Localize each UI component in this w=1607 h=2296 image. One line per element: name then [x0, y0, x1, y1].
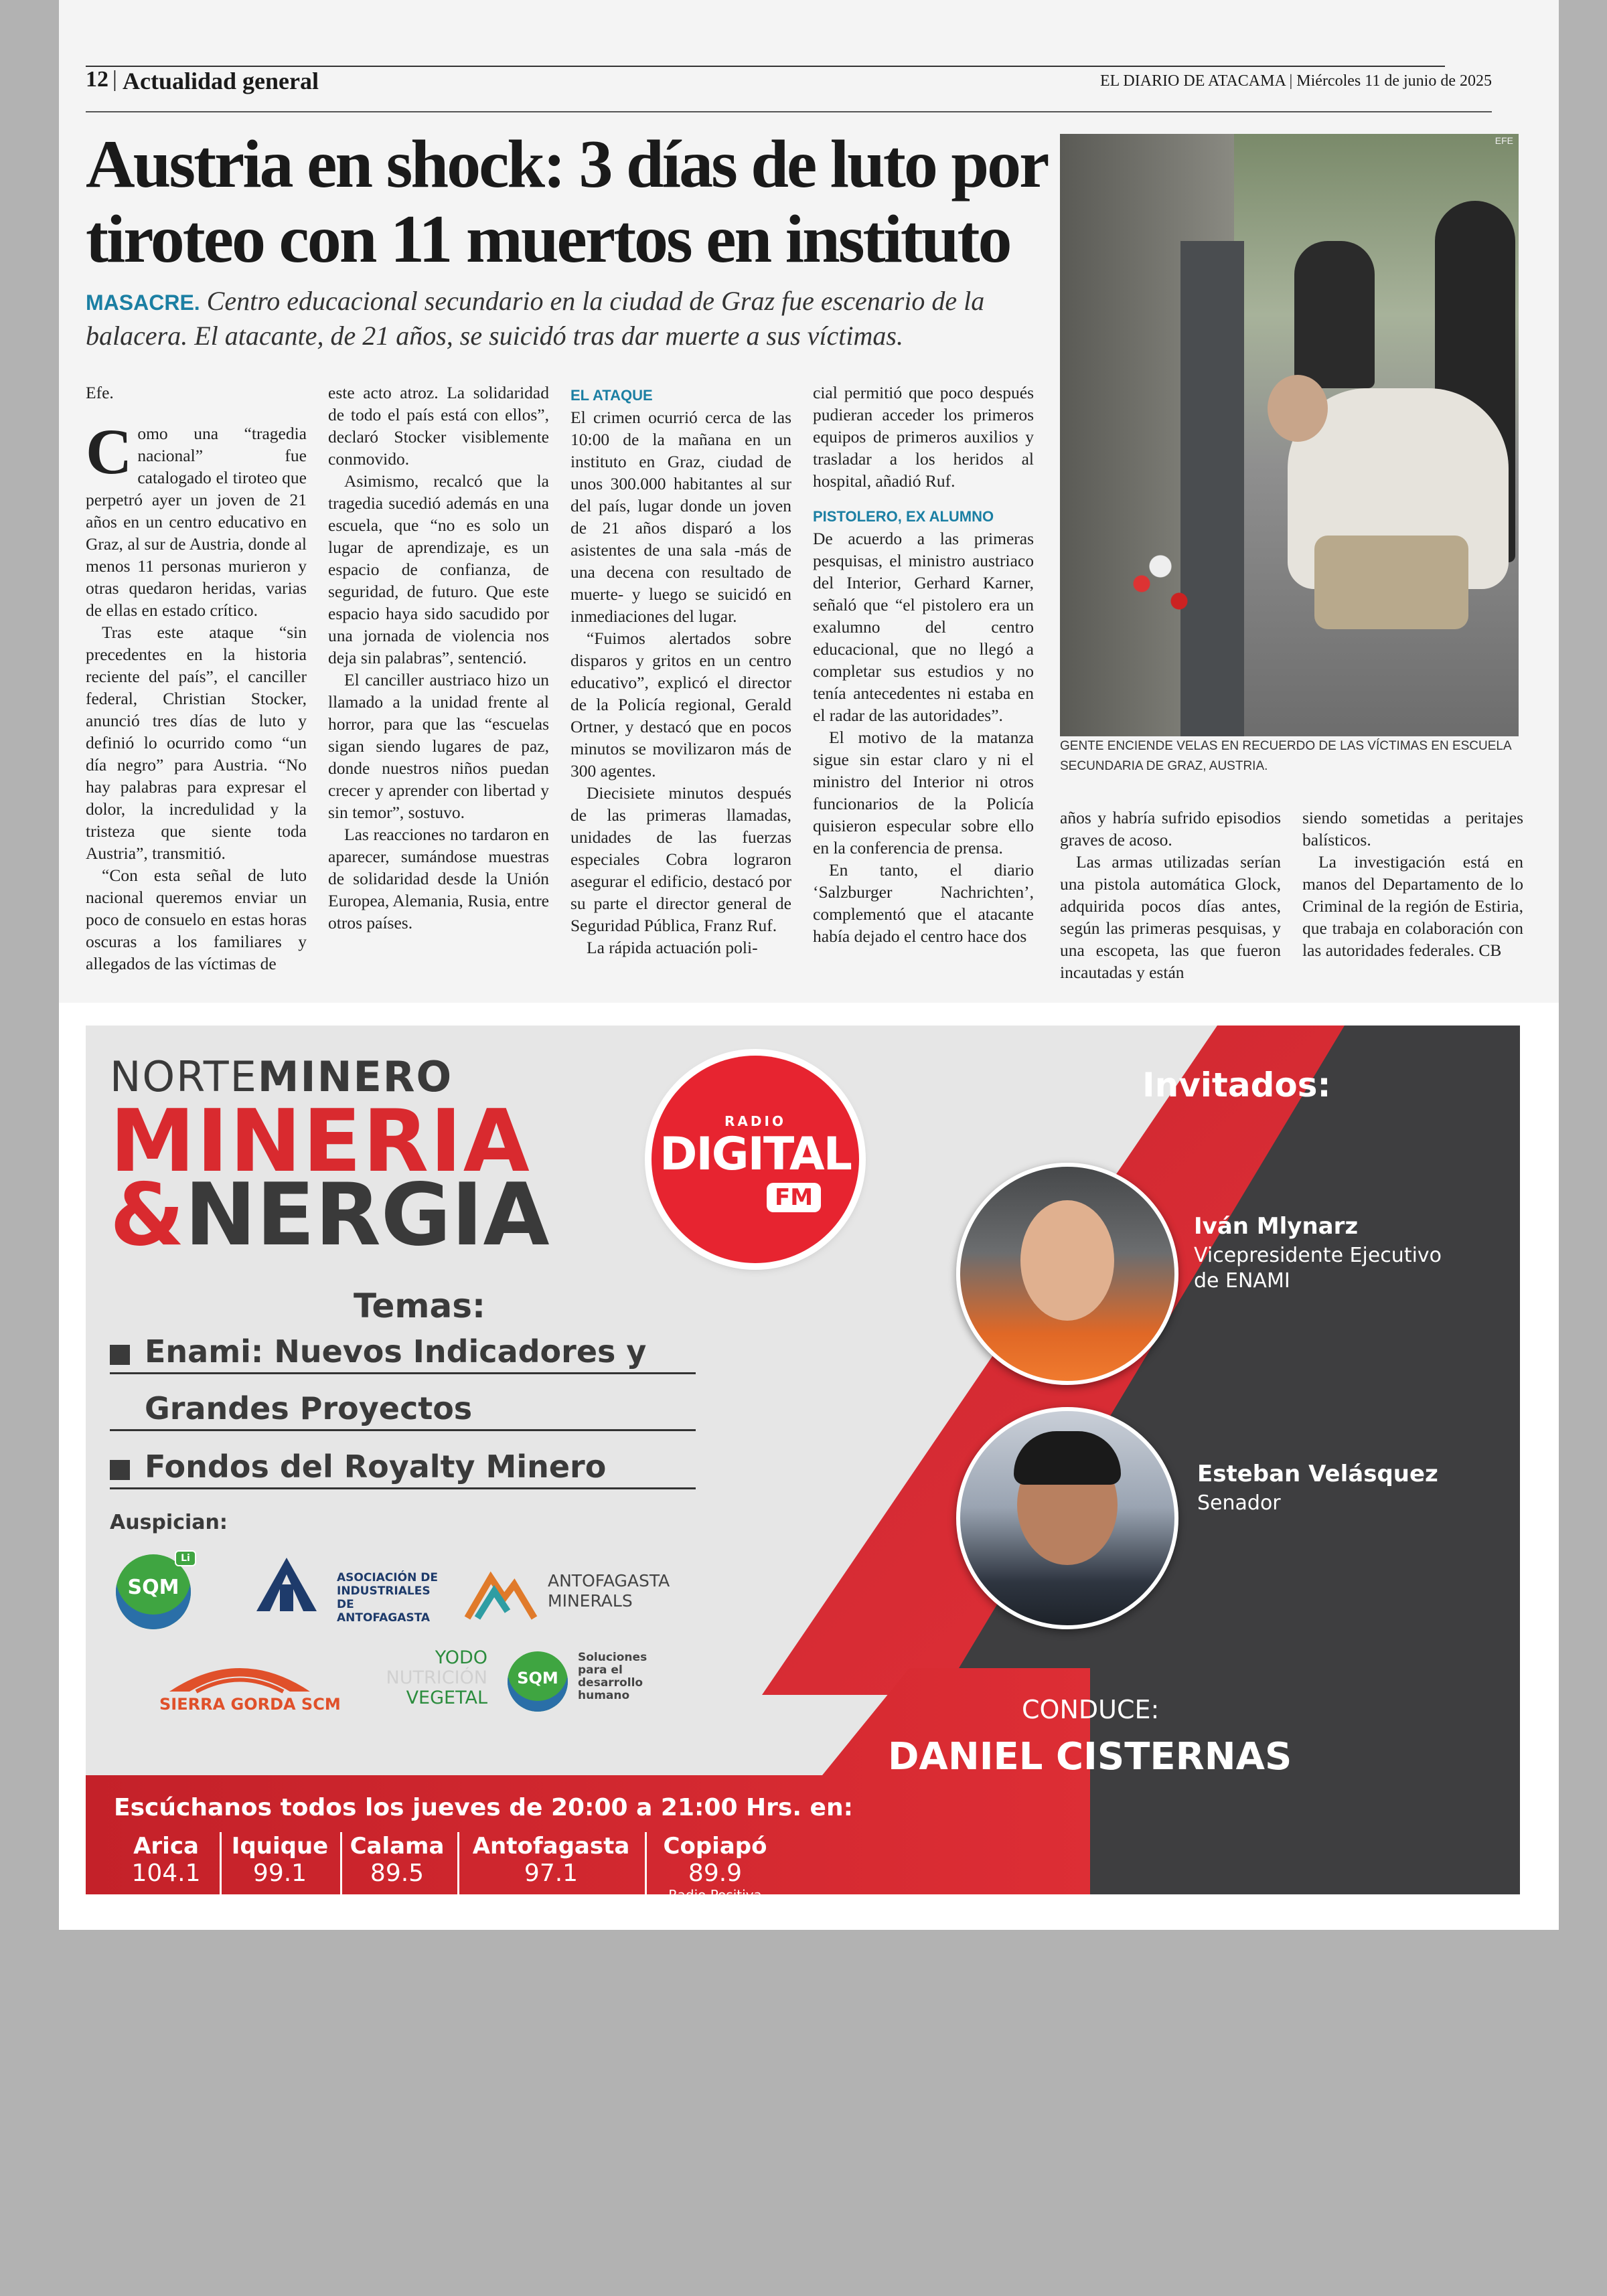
paragraph: La rápida actuación poli- — [587, 938, 758, 957]
photo-head — [1268, 375, 1328, 442]
headline-line-1: Austria en shock: 3 días de luto por — [86, 127, 1048, 202]
guest-name: Esteban Velásquez — [1197, 1461, 1438, 1487]
brand-bold: MINERO — [257, 1052, 453, 1101]
paragraph: “Con esta señal de luto nacional queremos enviar un poco de consuelo en estas horas oscuras a los familiares y allegados de las víctimas de — [86, 866, 307, 973]
logo-radio-text: RADIO — [724, 1113, 786, 1129]
radio-digital-logo — [652, 1056, 859, 1263]
kicker: MASACRE. — [86, 291, 200, 315]
city-name: Iquique — [231, 1833, 329, 1860]
sqm-logo: SQM — [508, 1651, 568, 1712]
paragraph: Diecisiete minutos después de las primeras llamadas, unidades de las fuerzas especiales Cobra lograron asegurar el edificio, destacó por su parte el director general de Seguridad Pública, Franz Ruf. — [570, 783, 791, 935]
station-antofagasta — [464, 1833, 638, 1887]
station-iquique — [230, 1833, 330, 1887]
drop-cap: C — [86, 416, 133, 487]
subhead-pistolero: PISTOLERO, EX ALUMNO — [813, 508, 994, 525]
station-arica — [126, 1833, 206, 1887]
headline-line-2: tiroteo con 11 muertos en instituto — [86, 201, 1010, 277]
city-frequency: 97.1 — [524, 1860, 579, 1887]
paragraph: Asimismo, recalcó que la tragedia sucedió además en una escuela, que “no es solo un lugar de aprendizaje, es un espacio de confianza, de seguridad, de futuro. Que este espacio haya sido sacudido por una jornada de violencia nos deja sin palabras”, sentenció. — [328, 471, 549, 667]
bullet-square-icon — [110, 1460, 130, 1480]
paragraph — [86, 416, 307, 621]
paragraph: El canciller austriaco hizo un llamado a la unidad frente al horror, para que las “escuelas sigan siendo lugares de paz, donde nuestros niños puedan crecer y aprender con libertad y sin temor”, sostuvo. — [328, 670, 549, 822]
logo-fm-badge: FM — [767, 1183, 821, 1212]
paragraph: siendo sometidas a peritajes balísticos. — [1302, 808, 1523, 849]
topic-text: Enami: Nuevos Indicadores y — [145, 1333, 647, 1370]
article-photo — [1060, 134, 1519, 736]
paragraph: años y habría sufrido episodios graves de acoso. — [1060, 808, 1281, 849]
station-note: Radio Positiva — [668, 1887, 762, 1903]
topic-item — [110, 1449, 696, 1489]
divider — [340, 1832, 342, 1919]
subhead-ataque: EL ATAQUE — [570, 387, 653, 404]
station-copiapo — [652, 1833, 779, 1903]
aia-name: ASOCIACIÓN DE INDUSTRIALES DE ANTOFAGASTA — [337, 1571, 438, 1625]
deck-text: Centro educacional secundario en la ciudad de Graz fue escenario de la balacera. El atacante, de 21 años, se suicidó tras dar muerte a sus víctimas. — [86, 286, 985, 351]
paragraph: Las armas utilizadas serían una pistola automática Glock, adquirida pocos días antes, según las primeras pesquisas, y una escopeta, las que fueron incautadas y están — [1060, 852, 1281, 982]
separator: | — [112, 67, 117, 92]
paragraph — [1302, 851, 1523, 961]
bullet-square-icon — [110, 1345, 130, 1365]
column-4 — [813, 382, 1034, 947]
city-frequency: 89.9 — [688, 1860, 743, 1887]
paragraph: Las reacciones no tardaron en aparecer, sumándose muestras de solidaridad desde la Unión Europea, Alemania, Rusia, entre otros países. — [328, 825, 549, 932]
ampersand: & — [110, 1165, 185, 1265]
nutricion-text: NUTRICIÓN — [386, 1667, 487, 1688]
host-label: CONDUCE: — [1022, 1695, 1160, 1724]
city-name: Calama — [350, 1833, 445, 1860]
city-name: Copiapó — [663, 1833, 767, 1860]
vegetal-text: VEGETAL — [406, 1688, 487, 1708]
page-number: 12 — [86, 67, 108, 92]
city-frequency: 99.1 — [252, 1860, 307, 1887]
host-name: DANIEL CISTERNAS — [888, 1735, 1292, 1779]
guest-role-line: Vicepresidente Ejecutivo — [1194, 1244, 1442, 1267]
paragraph-text: omo una “tragedia nacional” fue catalogado el tiroteo que perpetró ayer un joven de 21 años en un centro educativo en Graz, al sur de Austria, donde al menos 11 personas murieron y otras quedaron heridas, varias de ellas en estado crítico. — [86, 424, 307, 620]
paragraph: Tras este ataque “sin precedentes en la historia reciente del país”, el canciller federal, Christian Stocker, anunció tres días de luto y definió lo ocurrido como “un día negro” para Austria. “No hay palabras para expresar el dolor, la incredulidad y la tristeza que siente toda Austria”, transmitió. — [86, 623, 307, 863]
radio-advertisement — [86, 1026, 1520, 1903]
city-frequency: 89.5 — [370, 1860, 425, 1887]
sierra-gorda-name: SIERRA GORDA SCM — [159, 1695, 341, 1714]
photo-caption: GENTE ENCIENDE VELAS EN RECUERDO DE LAS VÍCTIMAS EN ESCUELA SECUNDARIA DE GRAZ, AUSTRIA. — [1060, 739, 1511, 773]
paragraph: “Fuimos alertados sobre disparos y gritos en un centro educativo”, explicó el director de la Policía regional, Gerald Ortner, y destacó que en pocos minutos se movilizaron más de 300 agentes. — [570, 629, 791, 781]
masthead: EL DIARIO DE ATACAMA | Miércoles 11 de junio de 2025 — [1099, 72, 1492, 90]
issue-date: Miércoles 11 de junio de 2025 — [1296, 72, 1492, 90]
topics-title: Temas: — [354, 1287, 485, 1325]
guest-photo-esteban — [956, 1407, 1178, 1629]
photo-person — [1294, 241, 1375, 388]
city-frequency: 104.1 — [131, 1860, 201, 1887]
column-2 — [328, 382, 549, 934]
guest-role — [1194, 1243, 1442, 1294]
topic-item — [110, 1390, 696, 1431]
end-mark: CB — [1478, 940, 1502, 960]
topic-text: Grandes Proyectos — [145, 1390, 473, 1426]
divider — [220, 1832, 222, 1919]
paragraph: este acto atroz. La solidaridad de todo el país está con ellos”, declaró Stocker visiblemente conmovido. — [328, 383, 549, 469]
logo-digital-text: DIGITAL — [660, 1128, 851, 1181]
portrait-hair — [1014, 1431, 1121, 1485]
newspaper-name: EL DIARIO DE ATACAMA — [1099, 72, 1286, 90]
paragraph: De acuerdo a las primeras pesquisas, el ministro austriaco del Interior, Gerhard Karner, señaló que “el pistolero era un exalumno del centro educacional, que no llegó a completar sus estudios y no tenía antecedentes ni estaba en el radar de las autoridades”. — [813, 529, 1034, 725]
deck — [86, 284, 1090, 353]
paragraph: En tanto, el diario ‘Salzburger Nachrichten’, complementó que el atacante había dejado el centro hace dos — [813, 860, 1034, 946]
li-badge: Li — [175, 1550, 196, 1566]
energia-text: NERGIA — [184, 1165, 550, 1265]
antofagasta-minerals-name: ANTOFAGASTA MINERALS — [548, 1571, 670, 1611]
guest-role: Senador — [1197, 1491, 1281, 1515]
divider — [457, 1832, 459, 1919]
byline: Efe. — [86, 383, 114, 402]
paragraph: cial permitió que poco después pudieran acceder los primeros equipos de primeros auxilios y trasladar a los heridos al hospital, añadió Ruf. — [813, 383, 1034, 491]
city-name: Arica — [133, 1833, 199, 1860]
paragraph: El motivo de la matanza sigue sin estar claro y ni el ministro del Interior ni otros funcionarios de la Policía quisieron especular sobre ello en la conferencia de prensa. — [813, 728, 1034, 857]
photo-candles — [1114, 549, 1207, 636]
photo-pole — [1180, 241, 1244, 736]
sqm-tagline: Soluciones para el desarrollo humano — [578, 1651, 647, 1702]
guest-name: Iván Mlynarz — [1194, 1213, 1359, 1240]
newspaper-page — [59, 0, 1559, 1004]
aia-logo-icon — [250, 1554, 323, 1615]
divider — [645, 1832, 647, 1919]
sqm-text: SQM — [127, 1576, 179, 1599]
yodo-nutricion-vegetal-logo — [374, 1648, 487, 1708]
city-name: Antofagasta — [472, 1833, 630, 1860]
topic-text: Fondos del Royalty Minero — [145, 1449, 607, 1485]
section-title: Actualidad general — [123, 68, 319, 94]
station-calama — [347, 1833, 447, 1887]
yodo-text: YODO — [435, 1647, 487, 1668]
column-5 — [1060, 807, 1281, 983]
portrait-face — [1020, 1200, 1114, 1321]
program-title-mineria: MINERIA — [110, 1092, 531, 1192]
header-rule — [86, 111, 1492, 112]
guests-title: Invitados: — [1142, 1066, 1331, 1104]
photo-credit: EFE — [1495, 135, 1513, 146]
brand-light: NORTE — [110, 1052, 258, 1101]
column-3 — [570, 382, 791, 959]
column-1 — [86, 382, 307, 975]
sqm-lithium-logo — [116, 1554, 191, 1629]
topic-item — [110, 1333, 696, 1374]
sponsors-label: Auspician: — [110, 1511, 228, 1534]
column-6 — [1302, 807, 1523, 961]
headline — [86, 127, 1090, 277]
schedule-text: Escúchanos todos los jueves de 20:00 a 21:00 Hrs. en: — [114, 1794, 853, 1821]
photo-pants — [1314, 536, 1468, 629]
paragraph: El crimen ocurrió cerca de las 10:00 de la mañana en un instituto en Graz, ciudad de unos 300.000 habitantes al sur del país, lugar donde un joven de 21 años disparó a los asistentes de una sala -más de una decena con resultado de muerte- y luego se suicidó en inmediaciones del lugar. — [570, 408, 791, 626]
program-title-energia — [110, 1165, 550, 1265]
antofagasta-minerals-logo-icon — [464, 1561, 538, 1621]
paragraph-text: La investigación está en manos del Departamento de lo Criminal de la región de Estiria, que trabaja en colaboración con las autoridades federales. — [1302, 852, 1523, 960]
guest-role-line: de ENAMI — [1194, 1269, 1290, 1293]
guest-photo-ivan — [956, 1163, 1178, 1385]
